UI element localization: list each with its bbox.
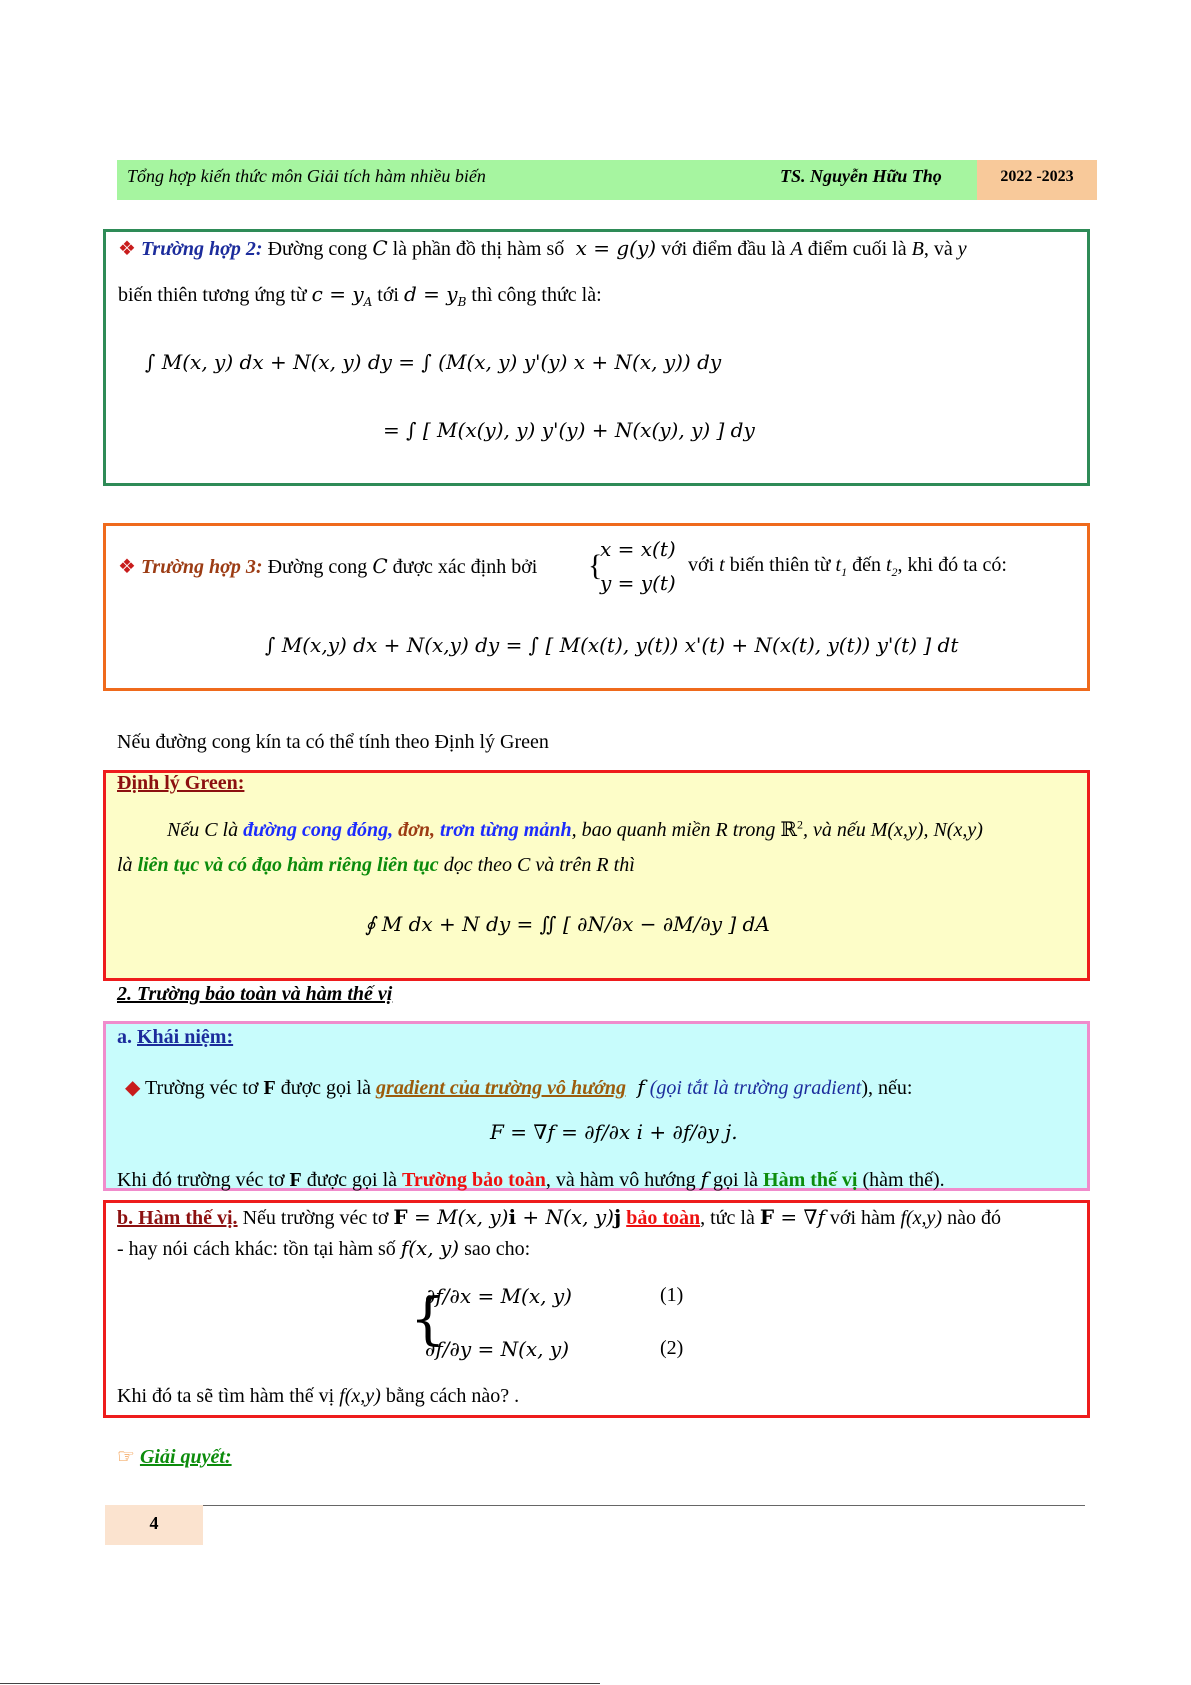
green-formula: ∮ M dx + N dy = ∬ [ ∂N/∂x − ∂M/∂y ] dA: [365, 912, 770, 936]
green-text: , bao quanh miền R trong: [571, 819, 776, 841]
header-title: Tổng hợp kiến thức môn Giải tích hàm nhiều biến: [127, 166, 486, 186]
case3-system-2: y = y(t): [600, 571, 676, 595]
green-title: Định lý Green:: [117, 772, 245, 794]
concept-conservative: Trường bảo toàn: [402, 1169, 546, 1191]
green-text: Nếu C là: [167, 819, 239, 841]
case3-brace: {: [588, 549, 603, 582]
potential-text: f(x,y): [900, 1207, 943, 1229]
concept-text: được gọi là: [280, 1077, 372, 1099]
potential-line2: - hay nói cách khác: tồn tại hàm số f(x, y) sao cho:: [117, 1236, 531, 1260]
concept-text: Khi đó trường véc tơ: [117, 1169, 285, 1191]
solve-line: [117, 1444, 232, 1469]
potential-eq1: ∂f/∂x = M(x, y): [425, 1284, 572, 1308]
footer-line: [203, 1505, 1085, 1506]
case2-text: , và: [923, 238, 953, 260]
case3-formula: ∫ M(x,y) dx + N(x,y) dy = ∫ [ M(x(t), y(t)) x'(t) + N(x(t), y(t)) y'(t) ] dt: [265, 633, 959, 657]
page-number: 4: [105, 1505, 203, 1545]
case3-system-1: x = x(t): [600, 537, 676, 561]
concept-text: Trường véc tơ: [145, 1077, 259, 1099]
case2-text: điểm cuối là: [807, 238, 907, 260]
concept-box: [103, 1021, 1090, 1191]
case2-text: biến thiên tương ứng từ: [118, 284, 307, 306]
potential-text: nào đó: [947, 1207, 1001, 1229]
case2-formula2: = ∫ [ M(x(y), y) y'(y) + N(x(y), y) ] dy: [383, 418, 755, 442]
concept-text: , và hàm vô hướng: [545, 1169, 696, 1191]
case3-text: , khi đó ta có:: [897, 554, 1007, 576]
concept-title: [117, 1026, 233, 1049]
potential-text: Khi đó ta sẽ tìm hàm thế vị: [117, 1385, 335, 1407]
case3-line1: ❖ Trường hợp 3: Đường cong C được xác định bởi: [118, 554, 538, 578]
case3-text: đến: [852, 554, 881, 576]
concept-formula: F = ∇f = ∂f/∂x i + ∂f/∂y j.: [490, 1120, 738, 1144]
case2-label: Trường hợp 2:: [140, 238, 263, 260]
potential-text: bằng cách nào? .: [385, 1385, 520, 1407]
case3-text: với: [688, 554, 715, 576]
case2-text: tới: [377, 284, 399, 306]
closed-curve-note: Nếu đường cong kín ta có thể tính theo Định lý Green: [117, 731, 549, 753]
potential-text: f(x,y): [339, 1385, 381, 1407]
concept-text: (gọi tắt là trường gradient: [649, 1077, 862, 1099]
potential-conservative: bảo toàn: [626, 1207, 701, 1229]
potential-text: sao cho:: [464, 1238, 531, 1260]
case3-text: biến thiên từ: [729, 554, 831, 576]
case3-line1-end: với t biến thiên từ $t_1$ đến $t_2$, khi đó ta có:: [688, 554, 1007, 579]
potential-eq1-num: (1): [660, 1284, 684, 1306]
case2-line2: biến thiên tương ứng từ $c = y_A$ tới $d = y_B$ thì công thức là:: [118, 282, 602, 309]
green-text: , và nếu M(x,y), N(x,y): [802, 819, 983, 841]
potential-text: , tức là: [700, 1207, 755, 1229]
concept-line2: Khi đó trường véc tơ F được gọi là Trường bảo toàn, và hàm vô hướng f gọi là Hàm thế vị (hàm thế).: [117, 1167, 945, 1191]
header-author: TS. Nguyễn Hữu Thọ: [780, 166, 942, 186]
case3-text: Đường cong: [267, 556, 368, 578]
potential-eq2-num: (2): [660, 1337, 684, 1359]
concept-title-prefix: a.: [117, 1026, 132, 1048]
section2-title: 2. Trường bảo toàn và hàm thế vị: [117, 983, 393, 1005]
case2-line1: ❖ Trường hợp 2: Đường cong C là phần đồ thị hàm số x = g(y) với điểm đầu là A điểm cuối là B, và y: [118, 236, 967, 260]
green-line1: Nếu C là đường cong đóng, đơn, trơn từng mảnh, bao quanh miền R trong ℝ$^2$, và nếu M(x,y), N(x,y): [167, 817, 983, 841]
concept-text: (hàm thế).: [862, 1169, 945, 1191]
potential-title: b. Hàm thế vị.: [117, 1207, 238, 1229]
case2-text: thì công thức là:: [471, 284, 602, 306]
potential-text: - hay nói cách khác: tồn tại hàm số: [117, 1238, 396, 1260]
case2-text: với điểm đầu là: [661, 238, 786, 260]
potential-line3: [117, 1385, 519, 1408]
green-highlight: đường cong đóng,: [243, 819, 394, 841]
case2-text: là phần đồ thị hàm số: [392, 238, 565, 260]
solve-label: Giải quyết:: [139, 1446, 232, 1468]
header-year: 2022 -2023: [977, 160, 1097, 200]
green-highlight: đơn,: [398, 819, 435, 841]
diamond-bullet-icon: ◆: [125, 1077, 141, 1099]
green-line2: [117, 854, 635, 877]
case2-text: Đường cong: [267, 238, 368, 260]
concept-title-text: Khái niệm:: [137, 1026, 234, 1048]
potential-text: với hàm: [829, 1207, 896, 1229]
green-text: là: [117, 854, 133, 876]
green-text: dọc theo C và trên R thì: [443, 854, 635, 876]
pointing-hand-icon: ☞: [117, 1446, 135, 1468]
potential-brace: {: [410, 1287, 446, 1352]
case3-label: Trường hợp 3:: [140, 556, 263, 578]
concept-F: F: [263, 1077, 276, 1099]
diamond-icon: ❖: [118, 238, 136, 260]
potential-line1: b. Hàm thế vị. Nếu trường véc tơ F = M(x, y)i + N(x, y)j bảo toàn, tức là F = ∇f với hàm f(x,y) nào đó: [117, 1205, 1001, 1229]
green-highlight: liên tục và có đạo hàm riêng liên tục: [137, 854, 439, 876]
concept-text: gọi là: [713, 1169, 759, 1191]
green-highlight: trơn từng mảnh: [439, 819, 572, 841]
case2-formula1: ∫ M(x, y) dx + N(x, y) dy = ∫ (M(x, y) y'(y) x + N(x, y)) dy: [145, 350, 722, 374]
potential-text: Nếu trường véc tơ: [242, 1207, 389, 1229]
case3-text: được xác định bởi: [392, 556, 538, 578]
diamond-icon: ❖: [118, 556, 136, 578]
bottom-divider: [0, 1683, 600, 1684]
concept-line1: ◆ Trường véc tơ F được gọi là gradient của trường vô hướng f (gọi tắt là trường gradient), nếu:: [125, 1075, 913, 1099]
concept-text: ), nếu:: [861, 1077, 913, 1099]
concept-potential: Hàm thế vị: [763, 1169, 858, 1191]
potential-eq2: ∂f/∂y = N(x, y): [425, 1337, 569, 1361]
concept-text: được gọi là: [306, 1169, 398, 1191]
concept-gradient: gradient của trường vô hướng: [376, 1077, 626, 1099]
